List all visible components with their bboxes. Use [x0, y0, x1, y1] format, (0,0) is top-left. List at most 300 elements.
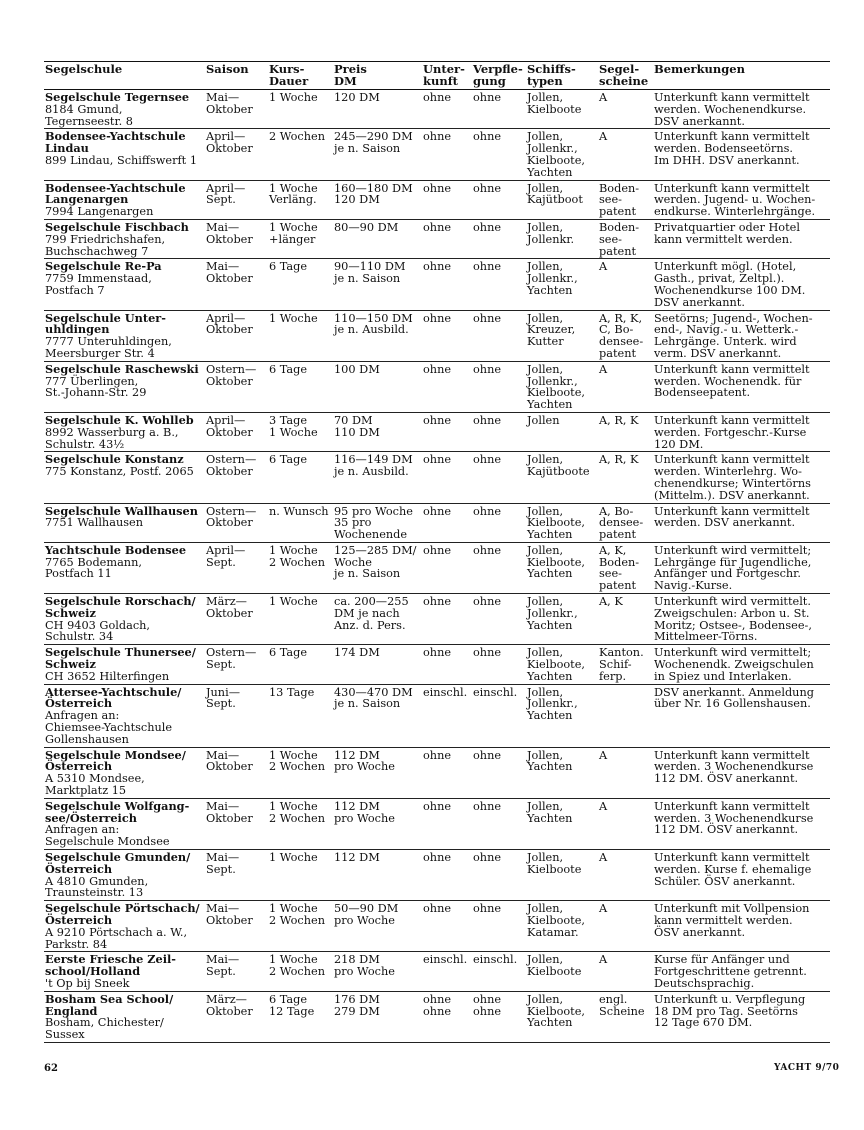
remarks-cell: [653, 180, 830, 219]
season-cell: [205, 259, 268, 310]
cell-line: Yachten: [527, 283, 573, 297]
duration-cell: [268, 684, 333, 747]
cell-line: Jollenkr.,: [527, 272, 578, 286]
cell-line: ohne: [423, 992, 452, 1006]
cell-line: 1 Woche: [269, 91, 318, 104]
cell-line: 2 Wochen: [269, 555, 325, 569]
lodging-cell: [422, 798, 472, 849]
remarks-cell: [653, 542, 830, 593]
remarks-cell: [653, 850, 830, 901]
cell-line: April—: [206, 181, 246, 195]
school-cell: [44, 850, 205, 901]
licenses-cell: [598, 259, 653, 310]
lodging-cell: [422, 542, 472, 593]
column-header: [653, 62, 830, 90]
cell-line: ohne: [473, 799, 502, 813]
cell-line: Postfach 11: [45, 567, 112, 581]
cell-line: Kielboote,: [527, 914, 586, 927]
cell-line: ohne: [473, 181, 502, 195]
cell-line: ohne: [423, 311, 452, 325]
cell-line: Oktober: [206, 760, 253, 774]
licenses-cell: [598, 684, 653, 747]
cell-line: Segelschule Mondsee/: [45, 747, 186, 762]
table-row: [44, 361, 830, 412]
cell-line: Jollen,: [527, 646, 564, 660]
cell-line: ohne: [423, 646, 452, 660]
cell-line: Oktober: [206, 1004, 253, 1018]
cell-line: Oktober: [206, 272, 253, 286]
cell-line: ohne: [423, 543, 452, 557]
cell-line: Ostern—: [206, 362, 257, 376]
cell-line: Jollen,: [527, 362, 564, 376]
cell-line: Oktober: [206, 516, 253, 530]
remarks-cell: [653, 452, 830, 503]
cell-line: Oktober: [206, 811, 253, 825]
table-row: [44, 259, 830, 310]
cell-line: pro Woche: [334, 914, 395, 927]
cell-line: Navig.-Kurse.: [654, 579, 733, 593]
cell-line: 3 Tage: [269, 413, 308, 427]
school-cell: [44, 219, 205, 258]
cell-line: Unterkunft kann vermittelt: [654, 130, 810, 144]
cell-line: Segelschule Thunersee/: [45, 645, 196, 660]
cell-line: Kielboote,: [527, 658, 586, 672]
cell-line: je n. Saison: [334, 697, 401, 711]
cell-line: Tegernseestr. 8: [45, 114, 133, 128]
cell-line: 279 DM: [334, 1004, 380, 1018]
cell-line: Kielboote,: [527, 555, 586, 569]
column-header: [422, 62, 472, 90]
season-cell: [205, 219, 268, 258]
cell-line: 112 DM: [334, 851, 380, 865]
cell-line: pro Woche: [334, 965, 395, 979]
table-row: [44, 952, 830, 991]
cell-line: Sept.: [206, 965, 236, 979]
cell-line: Segelschule Unter-: [45, 310, 166, 325]
cell-line: Jollenkr.,: [527, 697, 578, 711]
cell-line: Unterkunft wird vermittelt;: [654, 646, 812, 660]
cell-line: Segelschule Re-Pa: [45, 259, 162, 274]
table-row: [44, 90, 830, 129]
cell-line: Oktober: [206, 102, 253, 116]
licenses-cell: [598, 361, 653, 412]
school-cell: [44, 361, 205, 412]
cell-line: ohne: [473, 453, 502, 467]
boat-types-cell: [526, 542, 598, 593]
cell-line: Boden-: [599, 181, 640, 195]
cell-line: 899 Lindau, Schiffswerft 1: [45, 153, 198, 167]
table-row: [44, 850, 830, 901]
cell-line: Unterkunft u. Verpflegung: [654, 992, 806, 1006]
school-cell: [44, 259, 205, 310]
cell-line: ohne: [473, 992, 502, 1006]
duration-cell: [268, 952, 333, 991]
season-cell: [205, 180, 268, 219]
cell-line: Oktober: [206, 323, 253, 337]
cell-line: Mai—: [206, 799, 240, 813]
cell-line: Bemerkungen: [654, 62, 745, 76]
cell-line: Saison: [206, 62, 249, 76]
cell-line: Sept.: [206, 658, 236, 672]
cell-line: April—: [206, 543, 246, 557]
price-cell: [333, 180, 422, 219]
meals-cell: [472, 452, 526, 503]
cell-line: Verläng.: [269, 193, 317, 207]
boat-types-cell: [526, 259, 598, 310]
cell-line: 110—150 DM: [334, 311, 413, 325]
cell-line: A: [599, 130, 608, 144]
boat-types-cell: [526, 901, 598, 952]
season-cell: [205, 952, 268, 991]
boat-types-cell: [526, 798, 598, 849]
duration-cell: [268, 503, 333, 542]
cell-line: Unterkunft wird vermittelt;: [654, 543, 812, 557]
cell-line: Unterkunft kann vermittelt: [654, 362, 810, 376]
cell-line: 50—90 DM: [334, 902, 399, 916]
cell-line: Jollen: [527, 413, 560, 427]
remarks-cell: [653, 901, 830, 952]
licenses-cell: [598, 542, 653, 593]
cell-line: Oktober: [206, 425, 253, 439]
cell-line: Lindau: [45, 141, 89, 156]
cell-line: Jollen,: [527, 181, 564, 195]
cell-line: Wochenendkurse 100 DM.: [654, 283, 806, 297]
cell-line: Unterkunft mögl. (Hotel,: [654, 260, 797, 274]
cell-line: je n. Saison: [334, 272, 401, 286]
cell-line: CH 3652 Hilterfingen: [45, 669, 170, 683]
table-row: [44, 542, 830, 593]
cell-line: ohne: [473, 311, 502, 325]
cell-line: Chiemsee-Yachtschule: [45, 721, 173, 735]
cell-line: Bodensee-Yachtschule: [45, 129, 186, 144]
table-row: [44, 645, 830, 684]
cell-line: Mai—: [206, 851, 240, 865]
cell-line: 120 DM.: [654, 437, 704, 451]
cell-line: ohne: [473, 91, 502, 104]
cell-line: Fortgeschrittene getrennt.: [654, 965, 807, 979]
cell-line: 2 Wochen: [269, 760, 325, 774]
cell-line: CH 9403 Goldach,: [45, 618, 151, 632]
cell-line: 2 Wochen: [269, 914, 325, 927]
cell-line: Unterkunft kann vermittelt: [654, 799, 810, 813]
cell-line: April—: [206, 130, 246, 144]
meals-cell: [472, 361, 526, 412]
licenses-cell: [598, 412, 653, 451]
cell-line: 430—470 DM: [334, 685, 413, 699]
column-header: [526, 62, 598, 90]
licenses-cell: [598, 901, 653, 952]
cell-line: 777 Überlingen,: [45, 374, 139, 388]
price-cell: [333, 991, 422, 1042]
season-cell: [205, 310, 268, 361]
cell-line: Schif-: [599, 658, 632, 672]
cell-line: school/Holland: [45, 964, 141, 979]
cell-line: Jollenkr.,: [527, 142, 578, 156]
cell-line: 1 Woche: [269, 220, 318, 234]
meals-cell: [472, 129, 526, 180]
cell-line: Mittelmeer-Törns.: [654, 630, 758, 644]
column-header: [205, 62, 268, 90]
cell-line: Unterkunft kann vermittelt: [654, 851, 810, 865]
table-row: [44, 594, 830, 645]
cell-line: 12 Tage: [269, 1004, 315, 1018]
price-cell: [333, 412, 422, 451]
cell-line: Traunsteinstr. 13: [45, 886, 144, 900]
column-header: [472, 62, 526, 90]
cell-line: Kielboote,: [527, 1004, 586, 1018]
cell-line: 7777 Unteruhldingen,: [45, 335, 172, 349]
cell-line: ohne: [473, 504, 502, 518]
school-cell: [44, 594, 205, 645]
cell-line: 112 DM. ÖSV anerkannt.: [654, 772, 799, 786]
cell-line: 6 Tage: [269, 453, 308, 467]
cell-line: densee-: [599, 335, 644, 349]
lodging-cell: [422, 684, 472, 747]
column-header: [333, 62, 422, 90]
cell-line: Unterkunft kann vermittelt: [654, 748, 810, 762]
meals-cell: [472, 310, 526, 361]
cell-line: Österreich: [45, 913, 113, 927]
cell-line: Kielboote: [527, 965, 582, 979]
cell-line: densee-: [599, 516, 644, 530]
cell-line: Yachten: [527, 709, 573, 723]
cell-line: ohne: [473, 902, 502, 916]
licenses-cell: [598, 219, 653, 258]
table-header-row: [44, 62, 830, 90]
duration-cell: [268, 361, 333, 412]
cell-line: A: [599, 902, 608, 916]
season-cell: [205, 991, 268, 1042]
licenses-cell: [598, 798, 653, 849]
cell-line: A: [599, 91, 608, 104]
price-cell: [333, 129, 422, 180]
cell-line: 7759 Immenstaad,: [45, 272, 152, 286]
cell-line: Segelschule: [45, 62, 123, 76]
licenses-cell: [598, 850, 653, 901]
cell-line: 90—110 DM: [334, 260, 406, 274]
lodging-cell: [422, 219, 472, 258]
meals-cell: [472, 594, 526, 645]
cell-line: 6 Tage: [269, 646, 308, 660]
cell-line: 6 Tage: [269, 260, 308, 274]
cell-line: DM: [334, 73, 357, 88]
cell-line: Sussex: [45, 1028, 85, 1042]
cell-line: 176 DM: [334, 992, 380, 1006]
meals-cell: [472, 747, 526, 798]
cell-line: A, Bo-: [599, 504, 634, 518]
cell-line: Lehrgänge. Unterk. wird: [654, 335, 797, 349]
season-cell: [205, 594, 268, 645]
cell-line: 't Op bij Sneek: [45, 976, 130, 990]
remarks-cell: [653, 259, 830, 310]
cell-line: typen: [527, 73, 563, 88]
cell-line: werden. DSV anerkannt.: [654, 516, 796, 530]
cell-line: ohne: [423, 748, 452, 762]
meals-cell: [472, 645, 526, 684]
cell-line: DSV anerkannt.: [654, 295, 745, 309]
cell-line: A 4810 Gmunden,: [45, 874, 149, 888]
cell-line: England: [45, 1003, 98, 1018]
cell-line: ohne: [423, 260, 452, 274]
cell-line: werden. Jugend- u. Wochen-: [654, 193, 816, 207]
cell-line: ohne: [473, 748, 502, 762]
cell-line: Segelschule Tegernsee: [45, 90, 190, 104]
cell-line: 1 Woche: [269, 425, 318, 439]
cell-line: Oktober: [206, 232, 253, 246]
season-cell: [205, 850, 268, 901]
cell-line: ohne: [473, 543, 502, 557]
cell-line: Boden-: [599, 555, 640, 569]
price-cell: [333, 259, 422, 310]
meals-cell: [472, 259, 526, 310]
cell-line: Schweiz: [45, 605, 96, 620]
boat-types-cell: [526, 310, 598, 361]
meals-cell: [472, 901, 526, 952]
season-cell: [205, 90, 268, 129]
table-row: [44, 901, 830, 952]
meals-cell: [472, 542, 526, 593]
licenses-cell: [598, 310, 653, 361]
boat-types-cell: [526, 952, 598, 991]
licenses-cell: [598, 952, 653, 991]
cell-line: 1 Woche: [269, 748, 318, 762]
cell-line: 110 DM: [334, 425, 380, 439]
cell-line: Yachten: [527, 669, 573, 683]
cell-line: Scheine: [599, 1004, 645, 1018]
price-cell: [333, 798, 422, 849]
school-cell: [44, 645, 205, 684]
cell-line: Langenargen: [45, 192, 129, 207]
cell-line: Segel-: [599, 62, 640, 76]
lodging-cell: [422, 850, 472, 901]
meals-cell: [472, 850, 526, 901]
duration-cell: [268, 310, 333, 361]
cell-line: ferp.: [599, 669, 627, 683]
cell-line: Jollen,: [527, 91, 564, 104]
boat-types-cell: [526, 991, 598, 1042]
lodging-cell: [422, 310, 472, 361]
cell-line: Preis: [334, 62, 367, 76]
cell-line: Meersburger Str. 4: [45, 346, 155, 360]
table-row: [44, 684, 830, 747]
duration-cell: [268, 798, 333, 849]
cell-line: über Nr. 16 Gollenshausen.: [654, 697, 811, 711]
cell-line: Schiffs-: [527, 62, 576, 76]
cell-line: Mai—: [206, 91, 240, 104]
cell-line: ohne: [423, 595, 452, 609]
cell-line: Buchschachweg 7: [45, 244, 149, 258]
meals-cell: [472, 684, 526, 747]
season-cell: [205, 412, 268, 451]
lodging-cell: [422, 901, 472, 952]
cell-line: 2 Wochen: [269, 965, 325, 979]
column-header: [268, 62, 333, 90]
cell-line: patent: [599, 205, 637, 219]
cell-line: Im DHH. DSV anerkannt.: [654, 153, 800, 167]
cell-line: Kielboote,: [527, 516, 586, 530]
cell-line: 116—149 DM: [334, 453, 413, 467]
cell-line: 125—285 DM/: [334, 543, 417, 557]
cell-line: Jollen,: [527, 851, 564, 865]
cell-line: Jollen,: [527, 799, 564, 813]
cell-line: 799 Friedrichshafen,: [45, 232, 166, 246]
table-row: [44, 310, 830, 361]
cell-line: A, R, K: [599, 453, 639, 467]
cell-line: Schüler. ÖSV anerkannt.: [654, 874, 796, 888]
cell-line: 100 DM: [334, 362, 380, 376]
cell-line: werden. Wochenendkurse.: [654, 102, 807, 116]
cell-line: Eerste Friesche Zeil-: [45, 952, 176, 967]
cell-line: Kutter: [527, 335, 564, 349]
cell-line: 2 Wochen: [269, 811, 325, 825]
cell-line: A: [599, 748, 608, 762]
season-cell: [205, 684, 268, 747]
cell-line: Österreich: [45, 759, 113, 774]
school-cell: [44, 412, 205, 451]
duration-cell: [268, 991, 333, 1042]
cell-line: Sept.: [206, 555, 236, 569]
cell-line: Yachten: [527, 1016, 573, 1030]
cell-line: Kurs-: [269, 62, 305, 76]
table-row: [44, 452, 830, 503]
cell-line: see/Österreich: [45, 810, 137, 825]
duration-cell: [268, 180, 333, 219]
cell-line: ohne: [423, 799, 452, 813]
cell-line: Wochenende: [334, 528, 408, 542]
licenses-cell: [598, 90, 653, 129]
cell-line: Marktplatz 15: [45, 784, 127, 798]
cell-line: (Mittelm.). DSV anerkannt.: [654, 488, 810, 502]
cell-line: Verpfle-: [473, 62, 523, 76]
cell-line: Kajütboot: [527, 193, 583, 207]
cell-line: Oktober: [206, 465, 253, 479]
cell-line: scheine: [599, 73, 649, 88]
cell-line: patent: [599, 579, 637, 593]
meals-cell: [472, 991, 526, 1042]
cell-line: 8992 Wasserburg a. B.,: [45, 425, 179, 439]
cell-line: Jollen,: [527, 685, 564, 699]
price-cell: [333, 594, 422, 645]
remarks-cell: [653, 90, 830, 129]
cell-line: A: [599, 362, 608, 376]
cell-line: Anfragen an:: [45, 709, 120, 723]
cell-line: 7765 Bodemann,: [45, 555, 142, 569]
remarks-cell: [653, 798, 830, 849]
cell-line: Jollen,: [527, 543, 564, 557]
licenses-cell: [598, 180, 653, 219]
cell-line: 2 Wochen: [269, 130, 325, 144]
lodging-cell: [422, 991, 472, 1042]
cell-line: Oktober: [206, 374, 253, 388]
cell-line: patent: [599, 244, 637, 258]
cell-line: 112 DM: [334, 748, 380, 762]
cell-line: Woche: [334, 555, 372, 569]
boat-types-cell: [526, 412, 598, 451]
school-cell: [44, 747, 205, 798]
season-cell: [205, 901, 268, 952]
cell-line: Bosham, Chichester/: [45, 1016, 164, 1030]
cell-line: Mai—: [206, 220, 240, 234]
cell-line: Yachten: [527, 760, 573, 774]
cell-line: Segelschule Pörtschach/: [45, 901, 200, 916]
lodging-cell: [422, 90, 472, 129]
boat-types-cell: [526, 747, 598, 798]
price-cell: [333, 219, 422, 258]
remarks-cell: [653, 747, 830, 798]
page-number: 62: [44, 1063, 58, 1074]
cell-line: Juni—: [206, 685, 240, 699]
school-cell: [44, 90, 205, 129]
